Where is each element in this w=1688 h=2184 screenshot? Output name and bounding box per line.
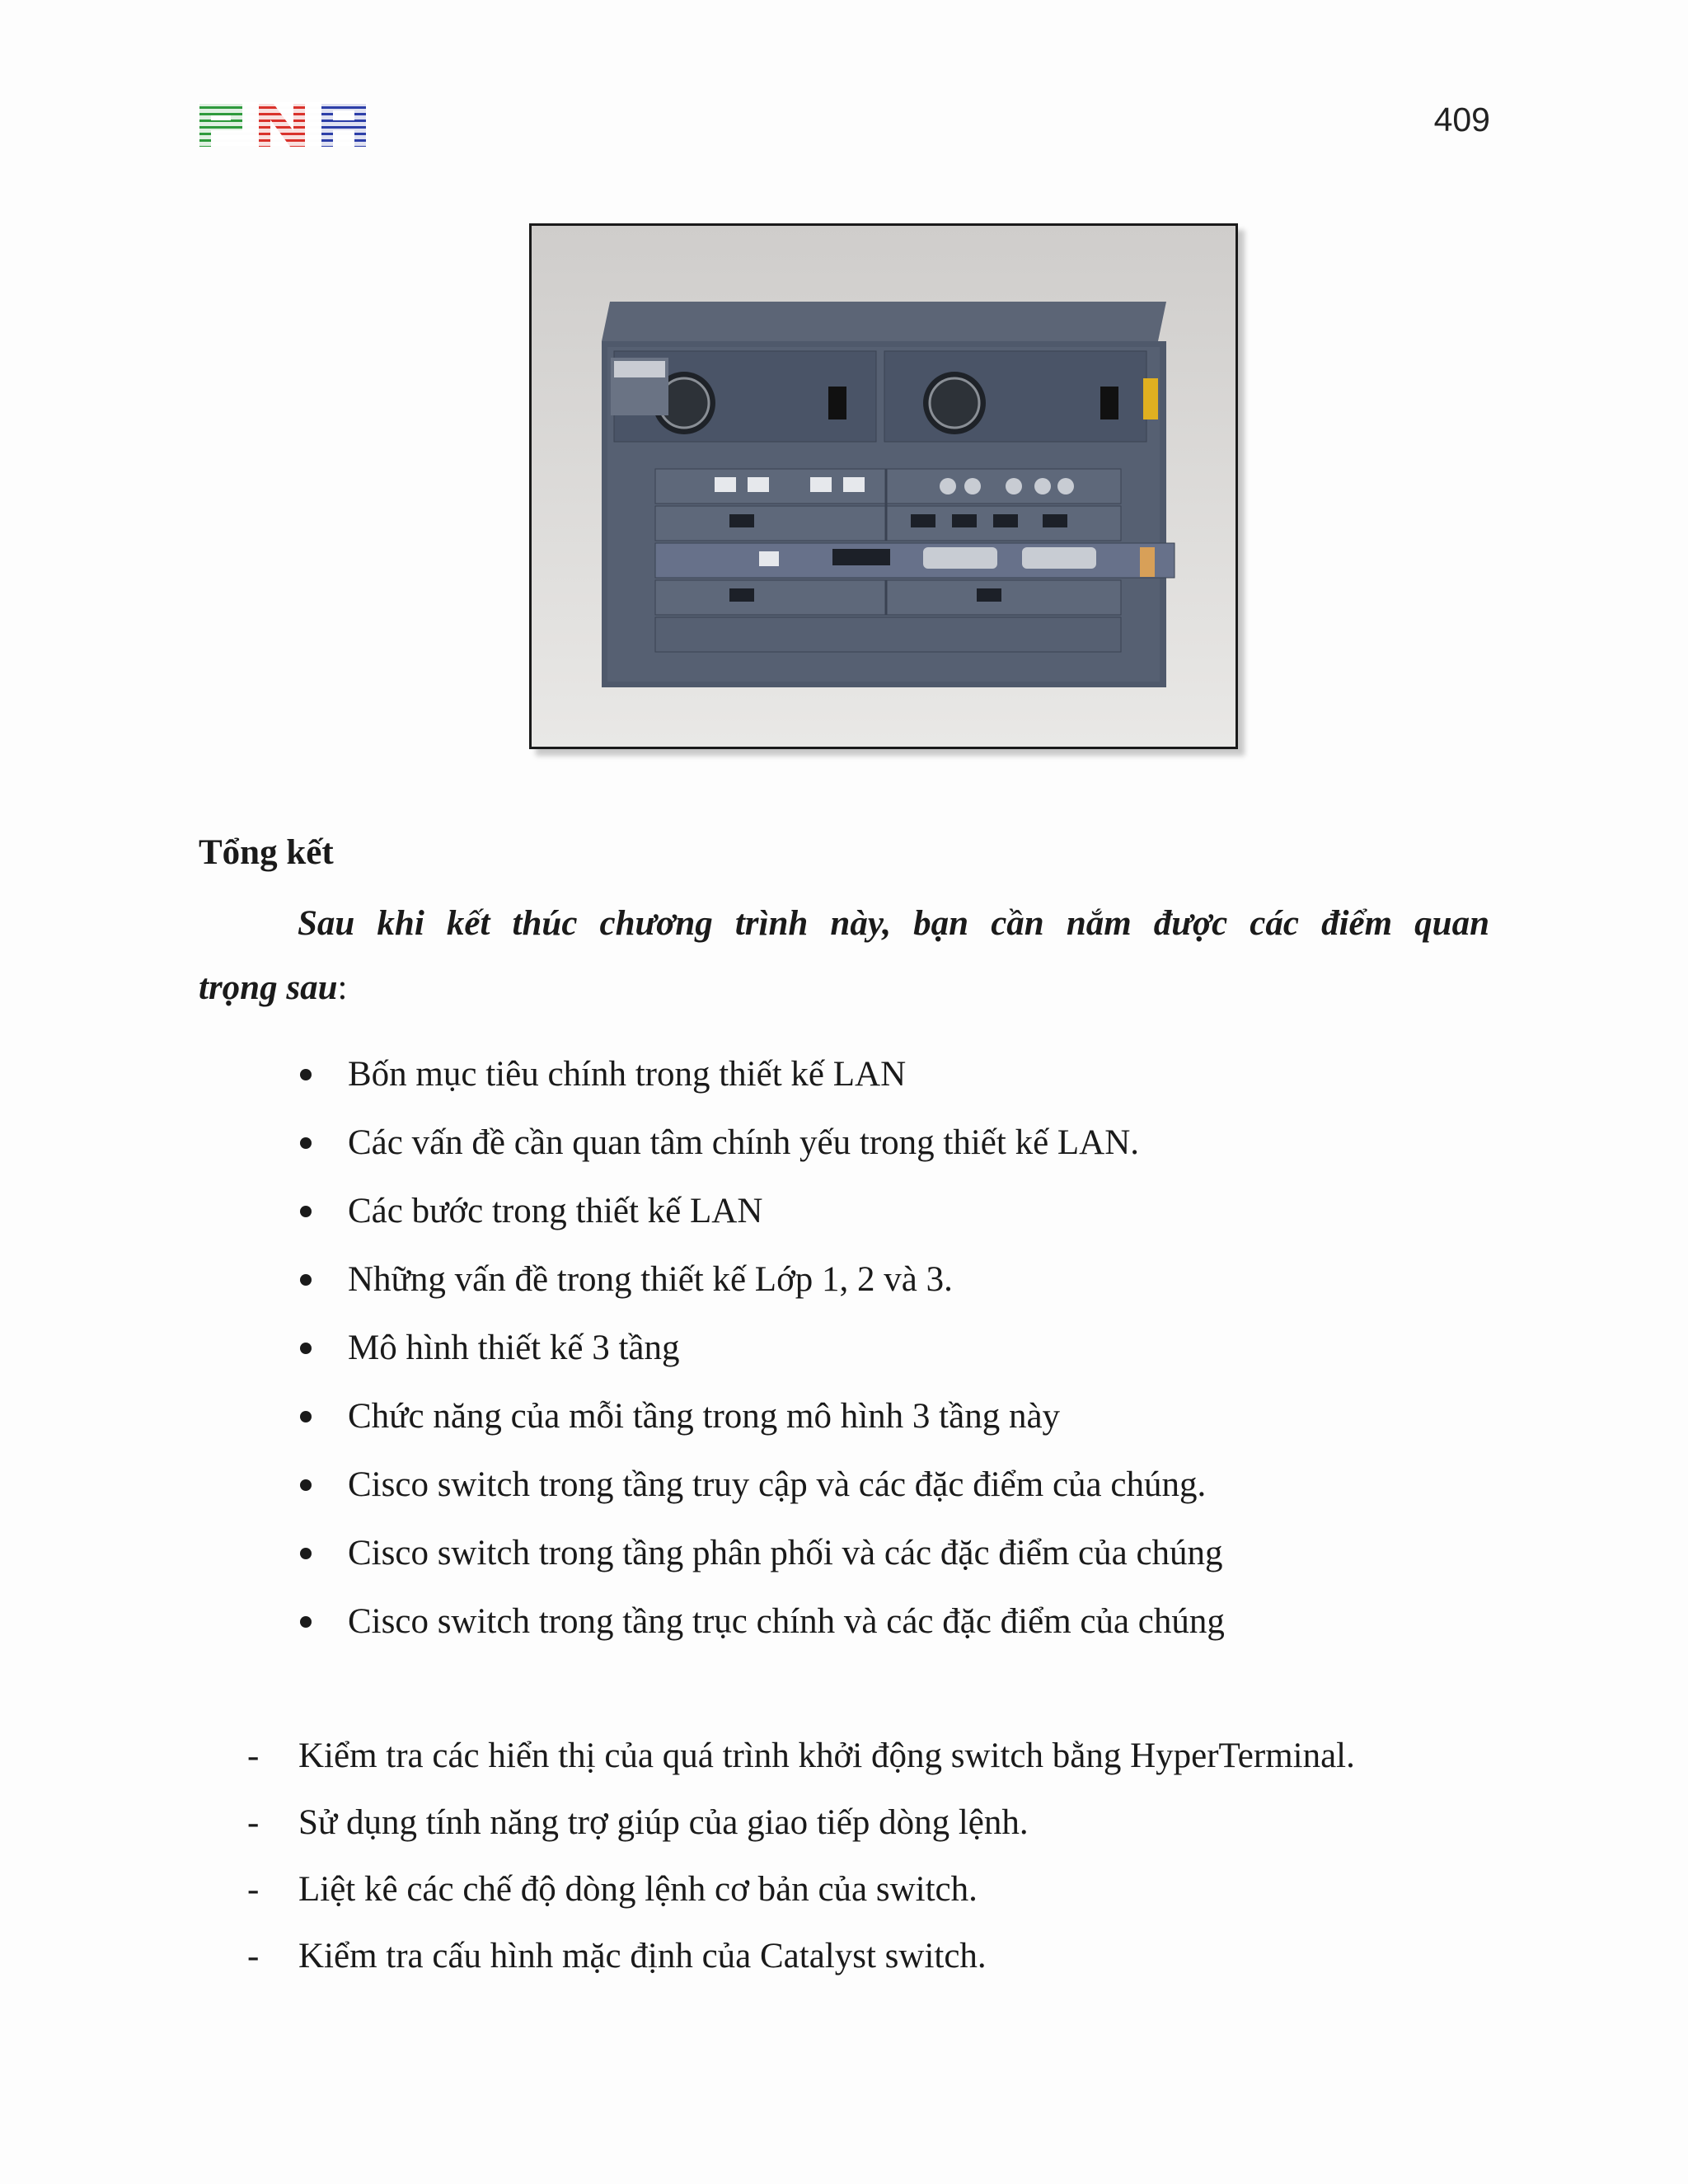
bullet-dot-icon xyxy=(300,1479,312,1491)
dash-marker: - xyxy=(247,1870,260,1909)
dash-marker: - xyxy=(247,1736,260,1775)
switch-chassis-illustration xyxy=(532,226,1236,747)
task-dash-list xyxy=(247,1732,1355,1999)
intro-colon: : xyxy=(337,968,348,1007)
dash-text: Kiểm tra cấu hình mặc định của Catalyst switch. xyxy=(298,1937,987,1975)
dash-item xyxy=(247,1866,1355,1933)
bullet-dot-icon xyxy=(300,1411,312,1422)
bullet-dot-icon xyxy=(300,1274,312,1286)
dash-text: Liệt kê các chế độ dòng lệnh cơ bản của switch. xyxy=(298,1870,978,1909)
switch-chassis-photo xyxy=(529,223,1238,749)
bullet-item xyxy=(297,1461,1225,1530)
bullet-text: Bốn mục tiêu chính trong thiết kế LAN xyxy=(348,1055,907,1094)
intro-emphasis: trọng sau xyxy=(199,968,338,1007)
intro-line-1: Sau khi kết thúc chương trình này, bạn cần nắm được các điểm quan xyxy=(298,904,1489,943)
bullet-dot-icon xyxy=(300,1616,312,1628)
dash-item xyxy=(247,1732,1355,1799)
dash-text: Kiểm tra các hiển thị của quá trình khởi động switch bằng HyperTerminal. xyxy=(298,1736,1355,1775)
bullet-text: Những vấn đề trong thiết kế Lớp 1, 2 và 3. xyxy=(348,1260,953,1299)
dash-item xyxy=(247,1799,1355,1866)
section-heading: Tổng kết xyxy=(199,833,334,872)
bullet-text: Cisco switch trong tầng trục chính và các đặc điểm của chúng xyxy=(348,1602,1225,1641)
bullet-item xyxy=(297,1188,1225,1256)
intro-line-2 xyxy=(199,956,1489,1020)
bullet-item xyxy=(297,1051,1225,1119)
dash-text: Sử dụng tính năng trợ giúp của giao tiếp dòng lệnh. xyxy=(298,1803,1029,1842)
dash-marker: - xyxy=(247,1803,260,1842)
bullet-dot-icon xyxy=(300,1137,312,1149)
bullet-item xyxy=(297,1324,1225,1393)
bullet-dot-icon xyxy=(300,1069,312,1080)
bullet-text: Chức năng của mỗi tầng trong mô hình 3 tầng này xyxy=(348,1397,1061,1436)
bullet-item xyxy=(297,1598,1225,1666)
bullet-text: Các vấn đề cần quan tâm chính yếu trong thiết kế LAN. xyxy=(348,1123,1140,1162)
bullet-text: Cisco switch trong tầng truy cập và các đặc điểm của chúng. xyxy=(348,1465,1207,1504)
page-number: 409 xyxy=(1433,101,1490,138)
bullet-dot-icon xyxy=(300,1206,312,1217)
bullet-item xyxy=(297,1530,1225,1598)
bullet-text: Các bước trong thiết kế LAN xyxy=(348,1192,763,1230)
summary-bullet-list xyxy=(297,1051,1225,1666)
bullet-dot-icon xyxy=(300,1343,312,1354)
intro-paragraph xyxy=(199,892,1489,1020)
bullet-text: Mô hình thiết kế 3 tầng xyxy=(348,1329,680,1367)
bullet-item xyxy=(297,1393,1225,1461)
bullet-dot-icon xyxy=(300,1548,312,1559)
dash-marker: - xyxy=(247,1937,260,1975)
pnh-logo xyxy=(198,102,368,148)
bullet-item xyxy=(297,1119,1225,1188)
bullet-text: Cisco switch trong tầng phân phối và các đặc điểm của chúng xyxy=(348,1534,1223,1572)
bullet-item xyxy=(297,1256,1225,1324)
dash-item xyxy=(247,1933,1355,1999)
